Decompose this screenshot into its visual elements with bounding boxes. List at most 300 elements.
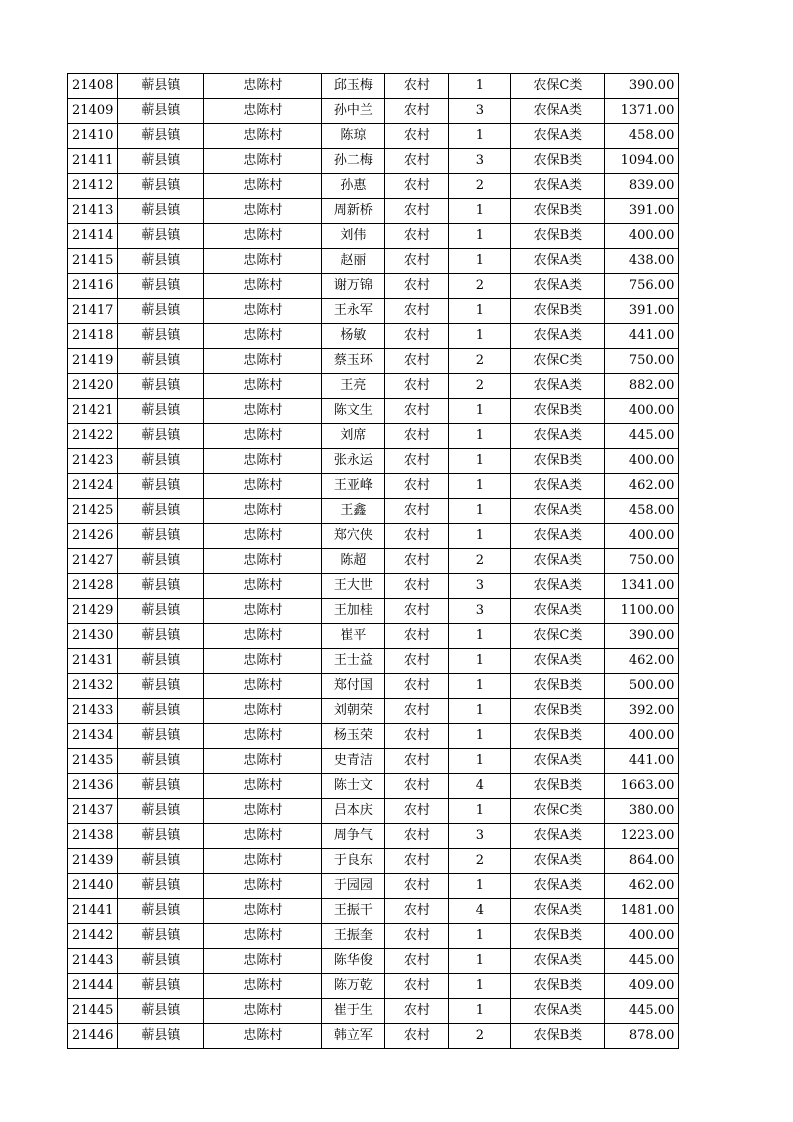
town-cell: 蕲县镇 (118, 74, 204, 99)
record-id-cell: 21417 (68, 299, 118, 324)
member-count-cell: 1 (449, 999, 511, 1024)
name-cell: 邱玉梅 (322, 74, 385, 99)
table-row (68, 949, 679, 974)
member-count-cell: 1 (449, 224, 511, 249)
record-id-cell: 21440 (68, 874, 118, 899)
village-cell: 忠陈村 (204, 249, 322, 274)
town-cell: 蕲县镇 (118, 599, 204, 624)
name-cell: 王振干 (322, 899, 385, 924)
village-cell: 忠陈村 (204, 1024, 322, 1049)
name-cell: 吕本庆 (322, 799, 385, 824)
household-type-cell: 农村 (385, 249, 449, 274)
member-count-cell: 1 (449, 299, 511, 324)
town-cell: 蕲县镇 (118, 724, 204, 749)
member-count-cell: 1 (449, 949, 511, 974)
household-type-cell: 农村 (385, 99, 449, 124)
village-cell: 忠陈村 (204, 274, 322, 299)
member-count-cell: 3 (449, 824, 511, 849)
member-count-cell: 1 (449, 799, 511, 824)
record-id-cell: 21413 (68, 199, 118, 224)
village-cell: 忠陈村 (204, 674, 322, 699)
member-count-cell: 1 (449, 624, 511, 649)
household-type-cell: 农村 (385, 449, 449, 474)
member-count-cell: 1 (449, 724, 511, 749)
table-row (68, 399, 679, 424)
member-count-cell: 1 (449, 424, 511, 449)
record-id-cell: 21408 (68, 74, 118, 99)
name-cell: 王加桂 (322, 599, 385, 624)
amount-cell: 445.00 (605, 999, 679, 1024)
name-cell: 韩立军 (322, 1024, 385, 1049)
town-cell: 蕲县镇 (118, 849, 204, 874)
record-id-cell: 21441 (68, 899, 118, 924)
insurance-category-cell: 农保A类 (511, 874, 605, 899)
name-cell: 杨玉荣 (322, 724, 385, 749)
amount-cell: 400.00 (605, 724, 679, 749)
record-id-cell: 21419 (68, 349, 118, 374)
insurance-category-cell: 农保A类 (511, 249, 605, 274)
table-row (68, 499, 679, 524)
insurance-category-cell: 农保C类 (511, 799, 605, 824)
table-row (68, 249, 679, 274)
household-type-cell: 农村 (385, 374, 449, 399)
table-row (68, 824, 679, 849)
household-type-cell: 农村 (385, 949, 449, 974)
village-cell: 忠陈村 (204, 749, 322, 774)
insurance-category-cell: 农保A类 (511, 99, 605, 124)
amount-cell: 445.00 (605, 424, 679, 449)
record-id-cell: 21442 (68, 924, 118, 949)
amount-cell: 756.00 (605, 274, 679, 299)
town-cell: 蕲县镇 (118, 899, 204, 924)
insurance-category-cell: 农保A类 (511, 574, 605, 599)
table-row (68, 849, 679, 874)
village-cell: 忠陈村 (204, 999, 322, 1024)
village-cell: 忠陈村 (204, 924, 322, 949)
village-cell: 忠陈村 (204, 124, 322, 149)
table-row (68, 149, 679, 174)
town-cell: 蕲县镇 (118, 224, 204, 249)
name-cell: 陈万乾 (322, 974, 385, 999)
insurance-category-cell: 农保A类 (511, 649, 605, 674)
village-cell: 忠陈村 (204, 399, 322, 424)
name-cell: 陈琼 (322, 124, 385, 149)
amount-cell: 864.00 (605, 849, 679, 874)
table-row (68, 424, 679, 449)
village-cell: 忠陈村 (204, 574, 322, 599)
household-type-cell: 农村 (385, 549, 449, 574)
name-cell: 刘伟 (322, 224, 385, 249)
amount-cell: 400.00 (605, 224, 679, 249)
town-cell: 蕲县镇 (118, 474, 204, 499)
member-count-cell: 2 (449, 274, 511, 299)
household-type-cell: 农村 (385, 699, 449, 724)
table-row (68, 474, 679, 499)
amount-cell: 445.00 (605, 949, 679, 974)
village-cell: 忠陈村 (204, 624, 322, 649)
village-cell: 忠陈村 (204, 474, 322, 499)
town-cell: 蕲县镇 (118, 324, 204, 349)
table-row (68, 1024, 679, 1049)
village-cell: 忠陈村 (204, 974, 322, 999)
village-cell: 忠陈村 (204, 224, 322, 249)
record-id-cell: 21430 (68, 624, 118, 649)
amount-cell: 441.00 (605, 324, 679, 349)
insurance-category-cell: 农保A类 (511, 949, 605, 974)
name-cell: 王振奎 (322, 924, 385, 949)
insurance-category-cell: 农保A类 (511, 849, 605, 874)
village-cell: 忠陈村 (204, 374, 322, 399)
insurance-category-cell: 农保A类 (511, 999, 605, 1024)
household-type-cell: 农村 (385, 324, 449, 349)
record-id-cell: 21445 (68, 999, 118, 1024)
name-cell: 孙二梅 (322, 149, 385, 174)
village-cell: 忠陈村 (204, 199, 322, 224)
town-cell: 蕲县镇 (118, 799, 204, 824)
table-row (68, 524, 679, 549)
record-id-cell: 21432 (68, 674, 118, 699)
town-cell: 蕲县镇 (118, 649, 204, 674)
household-type-cell: 农村 (385, 399, 449, 424)
village-cell: 忠陈村 (204, 799, 322, 824)
table-row (68, 574, 679, 599)
amount-cell: 1223.00 (605, 824, 679, 849)
village-cell: 忠陈村 (204, 649, 322, 674)
table-row (68, 449, 679, 474)
record-id-cell: 21437 (68, 799, 118, 824)
name-cell: 王亚峰 (322, 474, 385, 499)
town-cell: 蕲县镇 (118, 399, 204, 424)
household-type-cell: 农村 (385, 474, 449, 499)
household-type-cell: 农村 (385, 599, 449, 624)
amount-cell: 392.00 (605, 699, 679, 724)
table-row (68, 674, 679, 699)
town-cell: 蕲县镇 (118, 99, 204, 124)
member-count-cell: 2 (449, 1024, 511, 1049)
insurance-category-cell: 农保A类 (511, 474, 605, 499)
household-type-cell: 农村 (385, 124, 449, 149)
record-id-cell: 21411 (68, 149, 118, 174)
household-type-cell: 农村 (385, 774, 449, 799)
insurance-category-cell: 农保A类 (511, 174, 605, 199)
insurance-category-cell: 农保A类 (511, 749, 605, 774)
amount-cell: 462.00 (605, 649, 679, 674)
record-id-cell: 21424 (68, 474, 118, 499)
town-cell: 蕲县镇 (118, 549, 204, 574)
town-cell: 蕲县镇 (118, 699, 204, 724)
name-cell: 于良东 (322, 849, 385, 874)
village-cell: 忠陈村 (204, 949, 322, 974)
table-row (68, 124, 679, 149)
village-cell: 忠陈村 (204, 699, 322, 724)
record-id-cell: 21434 (68, 724, 118, 749)
table-row (68, 199, 679, 224)
amount-cell: 390.00 (605, 74, 679, 99)
insurance-category-cell: 农保B类 (511, 149, 605, 174)
amount-cell: 462.00 (605, 474, 679, 499)
household-type-cell: 农村 (385, 274, 449, 299)
member-count-cell: 2 (449, 549, 511, 574)
village-cell: 忠陈村 (204, 499, 322, 524)
member-count-cell: 4 (449, 899, 511, 924)
name-cell: 郑穴侠 (322, 524, 385, 549)
table-row (68, 649, 679, 674)
data-table (67, 73, 679, 1049)
name-cell: 郑付国 (322, 674, 385, 699)
table-row (68, 874, 679, 899)
amount-cell: 400.00 (605, 924, 679, 949)
record-id-cell: 21423 (68, 449, 118, 474)
record-id-cell: 21436 (68, 774, 118, 799)
name-cell: 王永军 (322, 299, 385, 324)
village-cell: 忠陈村 (204, 549, 322, 574)
town-cell: 蕲县镇 (118, 374, 204, 399)
insurance-category-cell: 农保A类 (511, 599, 605, 624)
town-cell: 蕲县镇 (118, 299, 204, 324)
town-cell: 蕲县镇 (118, 174, 204, 199)
amount-cell: 380.00 (605, 799, 679, 824)
village-cell: 忠陈村 (204, 349, 322, 374)
insurance-category-cell: 农保B类 (511, 974, 605, 999)
record-id-cell: 21439 (68, 849, 118, 874)
member-count-cell: 1 (449, 74, 511, 99)
member-count-cell: 2 (449, 849, 511, 874)
village-cell: 忠陈村 (204, 849, 322, 874)
member-count-cell: 1 (449, 249, 511, 274)
table-row (68, 549, 679, 574)
household-type-cell: 农村 (385, 199, 449, 224)
household-type-cell: 农村 (385, 724, 449, 749)
household-type-cell: 农村 (385, 749, 449, 774)
town-cell: 蕲县镇 (118, 349, 204, 374)
member-count-cell: 1 (449, 474, 511, 499)
name-cell: 刘朝荣 (322, 699, 385, 724)
town-cell: 蕲县镇 (118, 499, 204, 524)
village-cell: 忠陈村 (204, 524, 322, 549)
household-type-cell: 农村 (385, 824, 449, 849)
member-count-cell: 1 (449, 399, 511, 424)
amount-cell: 1663.00 (605, 774, 679, 799)
amount-cell: 458.00 (605, 124, 679, 149)
insurance-category-cell: 农保B类 (511, 699, 605, 724)
village-cell: 忠陈村 (204, 424, 322, 449)
town-cell: 蕲县镇 (118, 574, 204, 599)
amount-cell: 390.00 (605, 624, 679, 649)
insurance-category-cell: 农保A类 (511, 374, 605, 399)
member-count-cell: 1 (449, 674, 511, 699)
insurance-category-cell: 农保B类 (511, 924, 605, 949)
household-type-cell: 农村 (385, 899, 449, 924)
household-type-cell: 农村 (385, 349, 449, 374)
amount-cell: 750.00 (605, 549, 679, 574)
member-count-cell: 1 (449, 749, 511, 774)
insurance-category-cell: 农保B类 (511, 774, 605, 799)
town-cell: 蕲县镇 (118, 624, 204, 649)
name-cell: 王亮 (322, 374, 385, 399)
amount-cell: 441.00 (605, 749, 679, 774)
name-cell: 刘席 (322, 424, 385, 449)
household-type-cell: 农村 (385, 574, 449, 599)
amount-cell: 458.00 (605, 499, 679, 524)
household-type-cell: 农村 (385, 424, 449, 449)
insurance-category-cell: 农保A类 (511, 524, 605, 549)
town-cell: 蕲县镇 (118, 774, 204, 799)
amount-cell: 878.00 (605, 1024, 679, 1049)
amount-cell: 438.00 (605, 249, 679, 274)
village-cell: 忠陈村 (204, 599, 322, 624)
table-row (68, 974, 679, 999)
household-type-cell: 农村 (385, 74, 449, 99)
record-id-cell: 21420 (68, 374, 118, 399)
insurance-category-cell: 农保B类 (511, 1024, 605, 1049)
member-count-cell: 1 (449, 699, 511, 724)
household-type-cell: 农村 (385, 924, 449, 949)
record-id-cell: 21410 (68, 124, 118, 149)
member-count-cell: 2 (449, 374, 511, 399)
town-cell: 蕲县镇 (118, 274, 204, 299)
household-type-cell: 农村 (385, 524, 449, 549)
town-cell: 蕲县镇 (118, 974, 204, 999)
amount-cell: 409.00 (605, 974, 679, 999)
insurance-category-cell: 农保A类 (511, 499, 605, 524)
record-id-cell: 21444 (68, 974, 118, 999)
village-cell: 忠陈村 (204, 149, 322, 174)
village-cell: 忠陈村 (204, 449, 322, 474)
household-type-cell: 农村 (385, 974, 449, 999)
amount-cell: 839.00 (605, 174, 679, 199)
name-cell: 蔡玉环 (322, 349, 385, 374)
amount-cell: 500.00 (605, 674, 679, 699)
table-row (68, 224, 679, 249)
amount-cell: 400.00 (605, 524, 679, 549)
table-row (68, 349, 679, 374)
record-id-cell: 21431 (68, 649, 118, 674)
town-cell: 蕲县镇 (118, 749, 204, 774)
table-row (68, 99, 679, 124)
table-row (68, 299, 679, 324)
village-cell: 忠陈村 (204, 74, 322, 99)
insurance-category-cell: 农保B类 (511, 199, 605, 224)
table-row (68, 374, 679, 399)
household-type-cell: 农村 (385, 799, 449, 824)
village-cell: 忠陈村 (204, 899, 322, 924)
household-type-cell: 农村 (385, 174, 449, 199)
record-id-cell: 21425 (68, 499, 118, 524)
name-cell: 杨敏 (322, 324, 385, 349)
household-type-cell: 农村 (385, 649, 449, 674)
insurance-category-cell: 农保A类 (511, 124, 605, 149)
record-id-cell: 21416 (68, 274, 118, 299)
insurance-category-cell: 农保A类 (511, 824, 605, 849)
amount-cell: 1094.00 (605, 149, 679, 174)
name-cell: 孙中兰 (322, 99, 385, 124)
name-cell: 陈士文 (322, 774, 385, 799)
amount-cell: 1341.00 (605, 574, 679, 599)
name-cell: 王士益 (322, 649, 385, 674)
insurance-category-cell: 农保B类 (511, 399, 605, 424)
member-count-cell: 1 (449, 324, 511, 349)
insurance-category-cell: 农保B类 (511, 674, 605, 699)
name-cell: 陈超 (322, 549, 385, 574)
table-row (68, 174, 679, 199)
member-count-cell: 1 (449, 524, 511, 549)
town-cell: 蕲县镇 (118, 1024, 204, 1049)
member-count-cell: 2 (449, 174, 511, 199)
town-cell: 蕲县镇 (118, 949, 204, 974)
town-cell: 蕲县镇 (118, 249, 204, 274)
member-count-cell: 2 (449, 349, 511, 374)
village-cell: 忠陈村 (204, 874, 322, 899)
table-row (68, 624, 679, 649)
household-type-cell: 农村 (385, 874, 449, 899)
table-row (68, 74, 679, 99)
member-count-cell: 1 (449, 199, 511, 224)
member-count-cell: 1 (449, 499, 511, 524)
table-row (68, 324, 679, 349)
village-cell: 忠陈村 (204, 299, 322, 324)
name-cell: 陈文生 (322, 399, 385, 424)
amount-cell: 750.00 (605, 349, 679, 374)
record-id-cell: 21433 (68, 699, 118, 724)
name-cell: 王大世 (322, 574, 385, 599)
town-cell: 蕲县镇 (118, 874, 204, 899)
record-id-cell: 21438 (68, 824, 118, 849)
town-cell: 蕲县镇 (118, 449, 204, 474)
amount-cell: 1371.00 (605, 99, 679, 124)
insurance-category-cell: 农保C类 (511, 349, 605, 374)
record-id-cell: 21446 (68, 1024, 118, 1049)
table-row (68, 774, 679, 799)
amount-cell: 1100.00 (605, 599, 679, 624)
household-type-cell: 农村 (385, 674, 449, 699)
record-id-cell: 21426 (68, 524, 118, 549)
town-cell: 蕲县镇 (118, 424, 204, 449)
insurance-category-cell: 农保C类 (511, 624, 605, 649)
record-id-cell: 21414 (68, 224, 118, 249)
household-type-cell: 农村 (385, 849, 449, 874)
member-count-cell: 1 (449, 874, 511, 899)
record-id-cell: 21412 (68, 174, 118, 199)
household-type-cell: 农村 (385, 299, 449, 324)
member-count-cell: 3 (449, 99, 511, 124)
amount-cell: 391.00 (605, 199, 679, 224)
amount-cell: 400.00 (605, 449, 679, 474)
town-cell: 蕲县镇 (118, 524, 204, 549)
household-type-cell: 农村 (385, 499, 449, 524)
household-type-cell: 农村 (385, 624, 449, 649)
town-cell: 蕲县镇 (118, 999, 204, 1024)
amount-cell: 1481.00 (605, 899, 679, 924)
insurance-category-cell: 农保A类 (511, 899, 605, 924)
household-type-cell: 农村 (385, 1024, 449, 1049)
name-cell: 周争气 (322, 824, 385, 849)
member-count-cell: 1 (449, 924, 511, 949)
insurance-category-cell: 农保A类 (511, 324, 605, 349)
insurance-category-cell: 农保B类 (511, 724, 605, 749)
table-row (68, 999, 679, 1024)
town-cell: 蕲县镇 (118, 674, 204, 699)
name-cell: 谢万锦 (322, 274, 385, 299)
village-cell: 忠陈村 (204, 724, 322, 749)
table-row (68, 749, 679, 774)
name-cell: 崔平 (322, 624, 385, 649)
name-cell: 张永运 (322, 449, 385, 474)
insurance-category-cell: 农保C类 (511, 74, 605, 99)
village-cell: 忠陈村 (204, 774, 322, 799)
record-id-cell: 21429 (68, 599, 118, 624)
name-cell: 陈华俊 (322, 949, 385, 974)
town-cell: 蕲县镇 (118, 149, 204, 174)
